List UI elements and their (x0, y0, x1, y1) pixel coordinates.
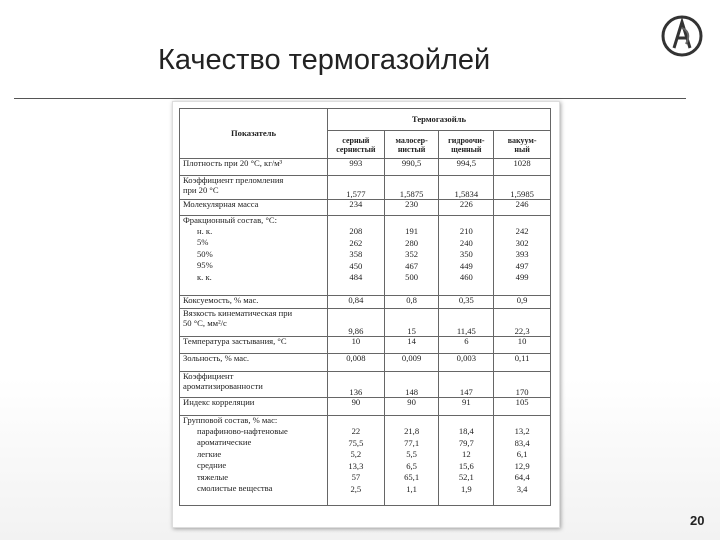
table-image (172, 101, 560, 528)
table-row (180, 372, 551, 398)
header-col-4: вакуум- ный (494, 131, 551, 159)
table-row (180, 309, 551, 337)
table-row (180, 216, 551, 296)
row-label: Температура застывания, °С (180, 337, 328, 354)
cell: 0,008 (327, 354, 384, 372)
cell: 1028 (494, 159, 551, 176)
page-number: 20 (690, 513, 705, 528)
cell: 136 (327, 372, 384, 398)
cell: 208 262 358 450 484 (327, 216, 384, 296)
cell: 10 (494, 337, 551, 354)
cell: 1,577 (327, 176, 384, 200)
table-row (180, 176, 551, 200)
header-group: Термогазойль (327, 109, 550, 131)
table-row (180, 159, 551, 176)
cell: 1,5985 (494, 176, 551, 200)
cell: 15 (384, 309, 439, 337)
cell: 0,11 (494, 354, 551, 372)
cell: 994,5 (439, 159, 494, 176)
cell: 90 (327, 398, 384, 416)
cell: 0,8 (384, 296, 439, 309)
table-row (180, 354, 551, 372)
row-label: Индекс корреляции (180, 398, 328, 416)
row-label: Фракционный состав, °С: н. к. 5% 50% 95% к. к. (180, 216, 328, 296)
row-label: Вязкость кинематическая при 50 °С, мм²/с (180, 309, 328, 337)
cell: 147 (439, 372, 494, 398)
cell: 990,5 (384, 159, 439, 176)
cell: 230 (384, 200, 439, 216)
cell: 148 (384, 372, 439, 398)
table-row (180, 416, 551, 506)
cell: 91 (439, 398, 494, 416)
quality-table (179, 108, 551, 506)
cell: 1,5875 (384, 176, 439, 200)
cell: 105 (494, 398, 551, 416)
row-label: Коэффициент преломления при 20 °С (180, 176, 328, 200)
cell: 242 302 393 497 499 (494, 216, 551, 296)
cell: 170 (494, 372, 551, 398)
header-col-2: малосер- нистый (384, 131, 439, 159)
cell: 9,86 (327, 309, 384, 337)
table-row (180, 337, 551, 354)
cell: 0,35 (439, 296, 494, 309)
header-col-3: гидроочи- щенный (439, 131, 494, 159)
slide-title: Качество термогазойлей (158, 44, 491, 76)
company-logo-icon (660, 14, 704, 58)
cell: 1,5834 (439, 176, 494, 200)
table-row (180, 398, 551, 416)
cell: 22 75,5 5,2 13,3 57 2,5 (327, 416, 384, 506)
cell: 210 240 350 449 460 (439, 216, 494, 296)
cell: 234 (327, 200, 384, 216)
cell: 10 (327, 337, 384, 354)
row-label: Коэффициент ароматизированности (180, 372, 328, 398)
cell: 18,4 79,7 12 15,6 52,1 1,9 (439, 416, 494, 506)
cell: 90 (384, 398, 439, 416)
cell: 22,3 (494, 309, 551, 337)
cell: 0,003 (439, 354, 494, 372)
row-label: Молекулярная масса (180, 200, 328, 216)
table-row (180, 200, 551, 216)
cell: 13,2 83,4 6,1 12,9 64,4 3,4 (494, 416, 551, 506)
cell: 226 (439, 200, 494, 216)
cell: 0,84 (327, 296, 384, 309)
header-col-1: серный сернистый (327, 131, 384, 159)
cell: 993 (327, 159, 384, 176)
row-label: Коксуемость, % мас. (180, 296, 328, 309)
row-label: Зольность, % мас. (180, 354, 328, 372)
cell: 11,45 (439, 309, 494, 337)
cell: 6 (439, 337, 494, 354)
cell: 21,8 77,1 5,5 6,5 65,1 1,1 (384, 416, 439, 506)
cell: 14 (384, 337, 439, 354)
title-divider (14, 98, 686, 99)
cell: 191 280 352 467 500 (384, 216, 439, 296)
cell: 0,009 (384, 354, 439, 372)
table-row (180, 296, 551, 309)
header-indicator: Показатель (180, 109, 328, 159)
cell: 0,9 (494, 296, 551, 309)
row-label: Групповой состав, % мас: парафиново-нафтеновые ароматические легкие средние тяжелые смолистые вещества (180, 416, 328, 506)
row-label: Плотность при 20 °С, кг/м³ (180, 159, 328, 176)
cell: 246 (494, 200, 551, 216)
